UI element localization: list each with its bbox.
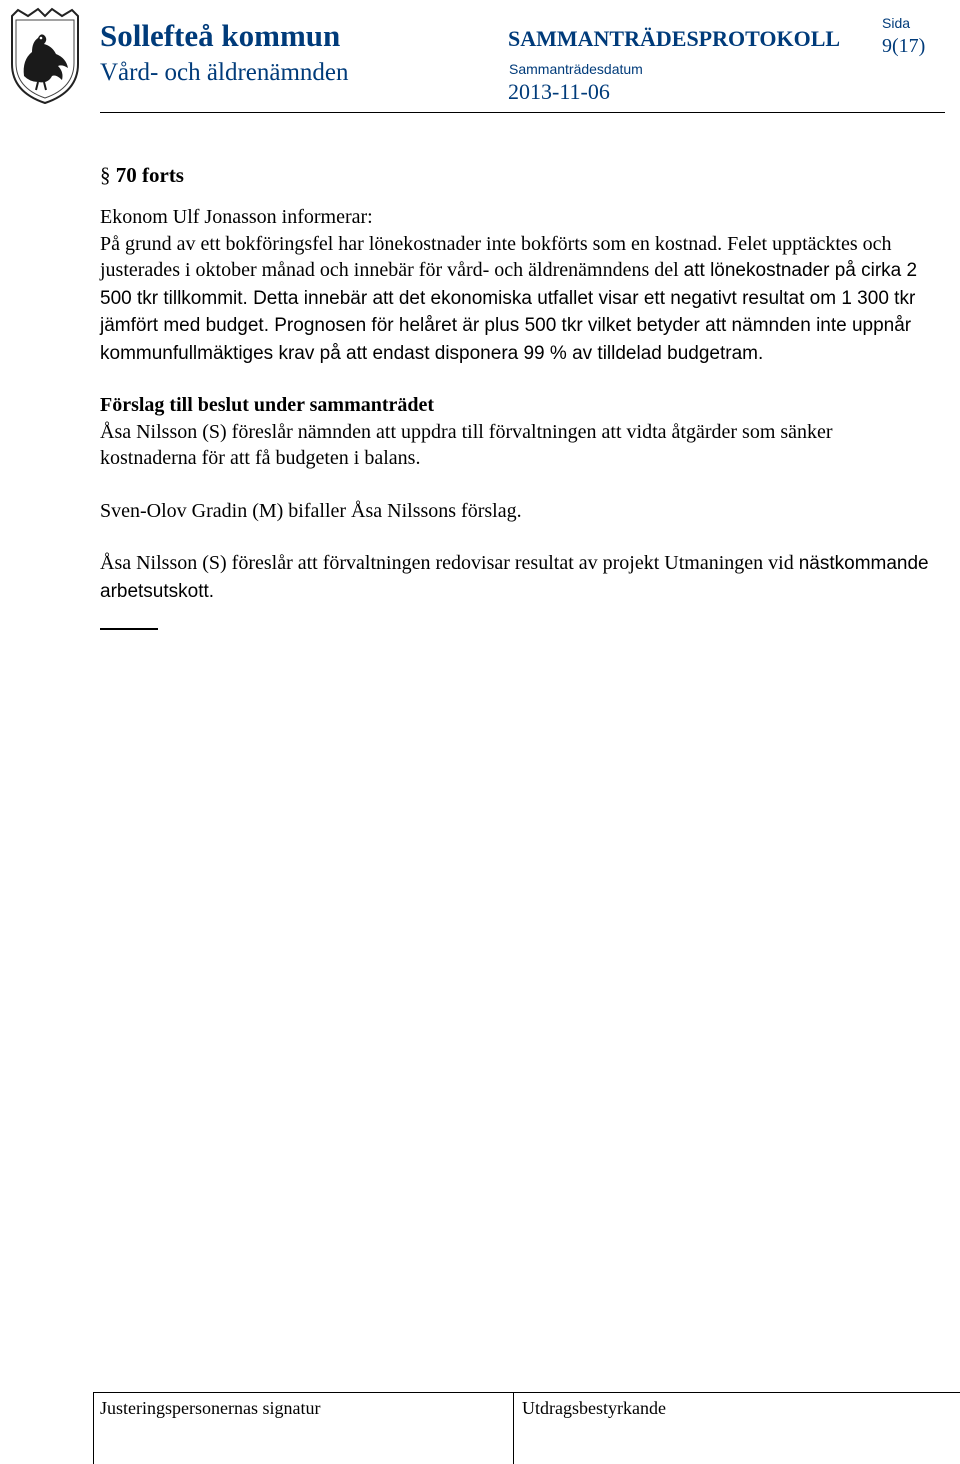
certification-label: Utdragsbestyrkande <box>522 1398 666 1418</box>
header-divider <box>100 112 945 113</box>
page-label: Sida <box>882 15 911 31</box>
meeting-date-label: Sammanträdesdatum <box>509 61 643 77</box>
proposal-3-sans: nästkommande arbetsutskott. <box>100 553 929 602</box>
section-title: 70 forts <box>115 163 184 187</box>
proposal-3-serif: Åsa Nilsson (S) föreslår att förvaltningen redovisar resultat av projekt Utmaningen vid <box>100 552 794 574</box>
footer-signature-table <box>93 1392 960 1464</box>
info-paragraph-sans: att lönekostnader på cirka 2 500 tkr tillkommit. Detta innebär att det ekonomiska utfallet visar ett negativt resultat om 1 300 tkr jämfört med budget. Prognosen för helåret är plus 500 tkr vilket betyder att nämnden inte uppnår kommunfullmäktiges krav på att endast disponera 99 % av tilldelad budgetram. <box>100 260 918 364</box>
info-paragraph-serif: På grund av ett bokföringsfel har lönekostnader inte bokförts som en kostnad. Felet upptäcktes och justerades i oktober månad och innebär för vård- och äldrenämndens del <box>100 232 892 281</box>
proposal-3 <box>100 550 930 605</box>
info-paragraph <box>100 231 930 368</box>
document-body <box>100 160 930 630</box>
signatures-label: Justeringspersonernas signatur <box>100 1398 321 1418</box>
department-name: Vård- och äldrenämnden <box>100 59 349 86</box>
proposal-2: Sven-Olov Gradin (M) bifaller Åsa Nilssons förslag. <box>100 499 522 522</box>
section-sign: § <box>100 163 111 187</box>
section-heading <box>100 160 930 190</box>
coat-of-arms-icon <box>8 6 82 106</box>
meeting-date: 2013-11-06 <box>508 79 610 104</box>
page-number: 9(17) <box>882 35 926 57</box>
proposal-1: Åsa Nilsson (S) föreslår nämnden att uppdra till förvaltningen att vidta åtgärder som sänker kostnaderna för att få budgeten i balans. <box>100 420 833 469</box>
organization-name: Sollefteå kommun <box>100 18 341 53</box>
document-type: SAMMANTRÄDESPROTOKOLL <box>508 26 841 51</box>
end-rule <box>100 628 158 630</box>
footer-divider <box>513 1393 514 1464</box>
proposal-heading: Förslag till beslut under sammanträdet <box>100 394 435 416</box>
info-heading: Ekonom Ulf Jonasson informerar: <box>100 206 373 228</box>
